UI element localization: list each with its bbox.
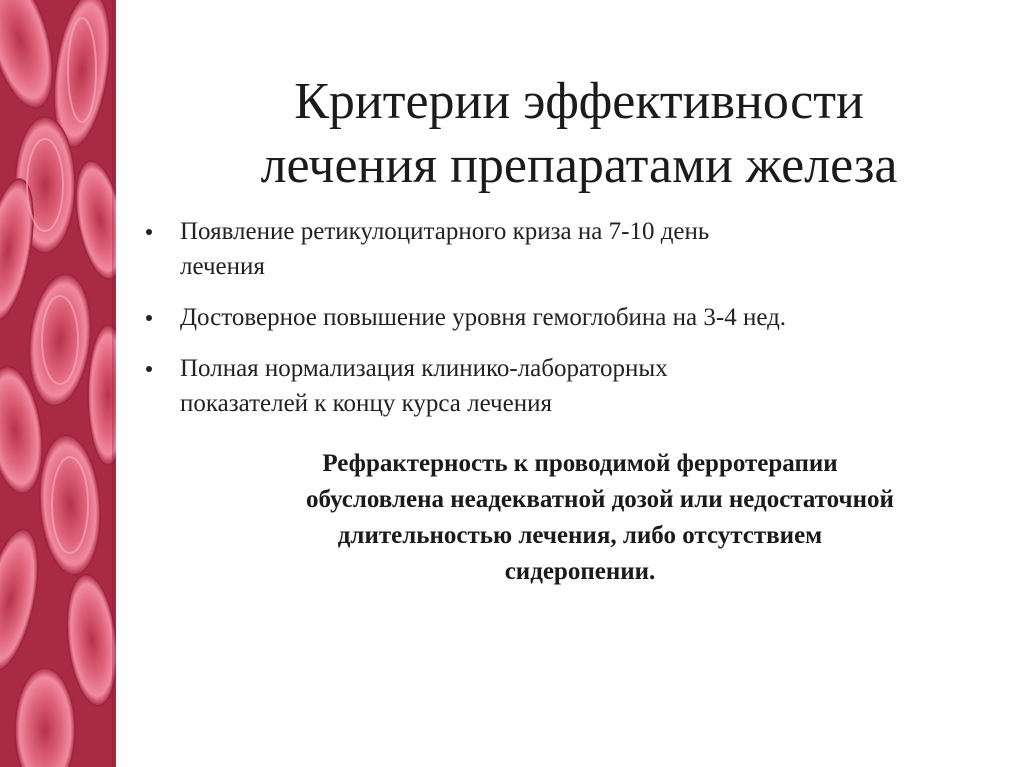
bullet-line: показателей к концу курса лечения xyxy=(180,390,552,417)
bullet-line: Достоверное повышение уровня гемоглобина на 3-4 нед. xyxy=(180,304,787,331)
title-line-1: Критерии эффективности xyxy=(294,73,864,130)
bullet-dot-icon xyxy=(146,315,152,321)
list-item xyxy=(146,351,1006,421)
red-blood-cells-graphic xyxy=(0,0,116,767)
note-line-1: Рефрактерность к проводимой ферротерапии xyxy=(322,450,838,477)
bullet-line: лечения xyxy=(180,253,265,280)
bullet-dot-icon xyxy=(146,229,152,235)
red-blood-cells-image xyxy=(0,0,116,767)
note-line-2: обусловлена неадекватной дозой или недостаточной xyxy=(306,486,894,513)
bullet-line: Полная нормализация клинико-лабораторных xyxy=(180,355,668,382)
note-line-3: длительностью лечения, либо отсутствием xyxy=(337,522,823,549)
list-item xyxy=(146,214,1006,284)
bullet-line: Появление ретикулоцитарного криза на 7-10 день xyxy=(180,218,710,245)
slide-title xyxy=(150,70,1008,198)
list-item xyxy=(146,300,1006,335)
criteria-list xyxy=(146,214,1006,437)
refractoriness-note xyxy=(150,446,1010,590)
title-line-2: лечения препаратами железа xyxy=(260,137,898,194)
note-line-4: сидеропении. xyxy=(504,558,656,585)
side-panel-edge xyxy=(112,0,116,767)
bullet-dot-icon xyxy=(146,366,152,372)
